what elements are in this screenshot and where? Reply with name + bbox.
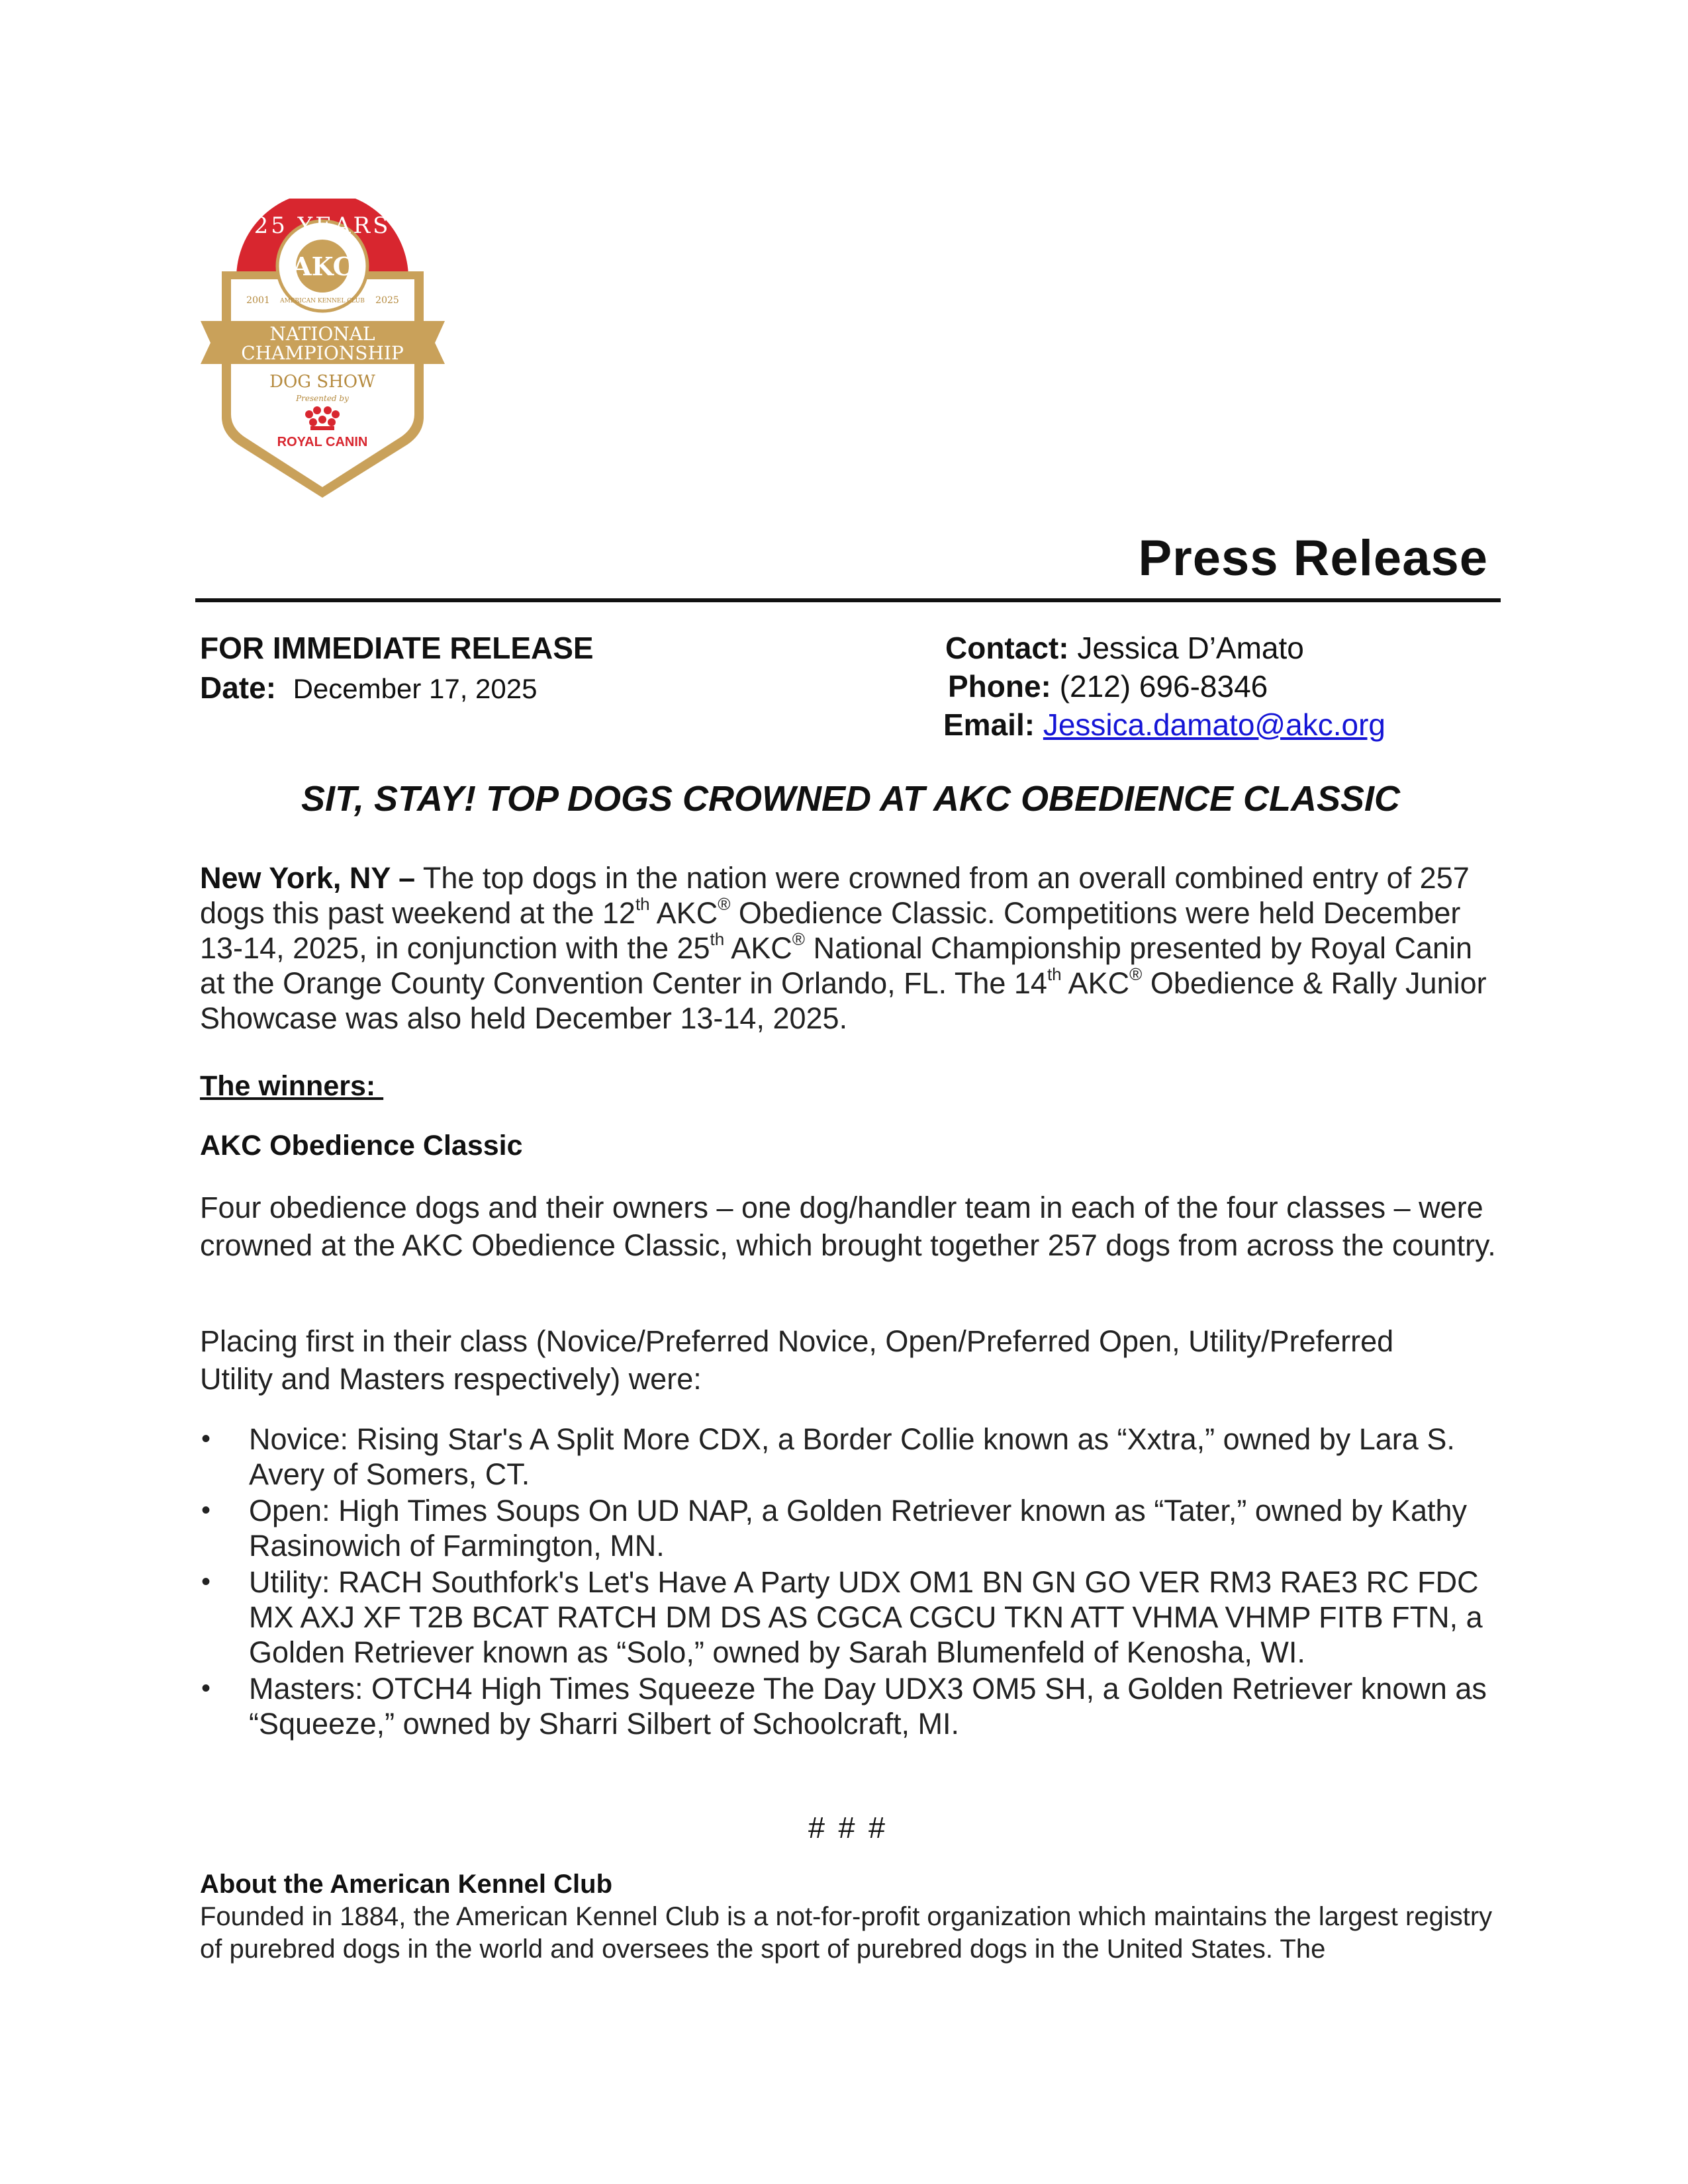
classic-paragraph: Four obedience dogs and their owners – one dog/handler team in each of the four classes – were crowned at the AKC Obedience Classic, which brought together 257 dogs from across the country.	[200, 1191, 1496, 1262]
intro-paragraph: New York, NY – The top dogs in the nation were crowned from an overall combined entry of 257 dogs this past weekend at the 12th AKC® Obedience Classic. Competitions were held December 13-14, 2025, in conjunction with the 25th AKC® National Championship presented by Royal Canin at the Orange County Convention Center in Orlando, FL. The 14th AKC® Obedience & Rally Junior Showcase was also held December 13-14, 2025.	[200, 861, 1487, 1035]
logo-ring-text: AMERICAN KENNEL CLUB	[280, 298, 365, 304]
logo-year-start: 2001	[246, 295, 270, 306]
logo-presented-by: Presented by	[296, 394, 349, 403]
date-value: December 17, 2025	[293, 673, 538, 704]
championship-logo-graphic	[195, 199, 450, 503]
logo-line3: DOG SHOW	[269, 372, 375, 392]
dateline: New York, NY –	[200, 861, 416, 895]
end-separator: # # #	[808, 1811, 888, 1844]
championship-logo	[195, 199, 450, 503]
section-heading: AKC Obedience Classic	[200, 1130, 523, 1161]
logo-line2: CHAMPIONSHIP	[241, 342, 404, 364]
winners-heading: The winners:	[200, 1070, 384, 1102]
header-divider	[195, 598, 1501, 602]
list-item: • Masters: OTCH4 High Times Squeeze The Day UDX3 OM5 SH, a Golden Retriever known as “Squeeze,” owned by Sharri Silbert of Schoolcraft, MI.	[201, 1672, 1487, 1741]
email-line	[943, 705, 1385, 744]
logo-years-text: 25 YEARS	[254, 212, 391, 239]
date-label: Date:	[200, 670, 277, 705]
about-heading: About the American Kennel Club	[200, 1870, 613, 1899]
headline: SIT, STAY! TOP DOGS CROWNED AT AKC OBEDIENCE CLASSIC	[301, 779, 1401, 819]
logo-sponsor: ROYAL CANIN	[277, 435, 368, 449]
list-item: • Novice: Rising Star's A Split More CDX, a Border Collie known as “Xxtra,” owned by Lara S. Avery of Somers, CT.	[201, 1422, 1455, 1491]
bullet: •	[201, 1567, 211, 1596]
release-date	[200, 668, 538, 708]
contact-value: Jessica D’Amato	[1077, 631, 1304, 665]
phone-label: Phone:	[948, 669, 1051, 704]
press-release-title: Press Release	[1138, 530, 1488, 586]
logo-year-end: 2025	[375, 295, 399, 306]
bullet: •	[201, 1674, 211, 1703]
placing-paragraph: Placing first in their class (Novice/Preferred Novice, Open/Preferred Open, Utility/Preferred Utility and Masters respectively) were:	[200, 1324, 1394, 1396]
email-label: Email:	[943, 707, 1035, 742]
logo-line1: NATIONAL	[269, 323, 375, 345]
bullet: •	[201, 1424, 211, 1453]
contact-label: Contact:	[945, 631, 1069, 665]
bullet: •	[201, 1496, 211, 1525]
list-item: • Open: High Times Soups On UD NAP, a Golden Retriever known as “Tater,” owned by Kathy Rasinowich of Farmington, MN.	[201, 1494, 1468, 1563]
phone-line	[948, 667, 1268, 705]
contact-line	[945, 629, 1304, 667]
logo-akc-text: AKC	[292, 251, 353, 281]
release-label: FOR IMMEDIATE RELEASE	[200, 631, 594, 665]
phone-value: (212) 696-8346	[1059, 669, 1268, 704]
email-link[interactable]: Jessica.damato@akc.org	[1043, 707, 1385, 742]
about-paragraph: Founded in 1884, the American Kennel Club is a not-for-profit organization which maintains the largest registry of purebred dogs in the world and oversees the sport of purebred dogs in the United States. The	[200, 1902, 1493, 1964]
winners-list	[200, 1422, 1497, 1743]
list-item: • Utility: RACH Southfork's Let's Have A Party UDX OM1 BN GN GO VER RM3 RAE3 RC FDC MX AXJ XF T2B BCAT RATCH DM DS AS CGCA CGCU TKN ATT VHMA VHMP FITB FTN, a Golden Retriever known as “Solo,” owned by Sarah Blumenfeld of Kenosha, WI.	[201, 1565, 1483, 1669]
